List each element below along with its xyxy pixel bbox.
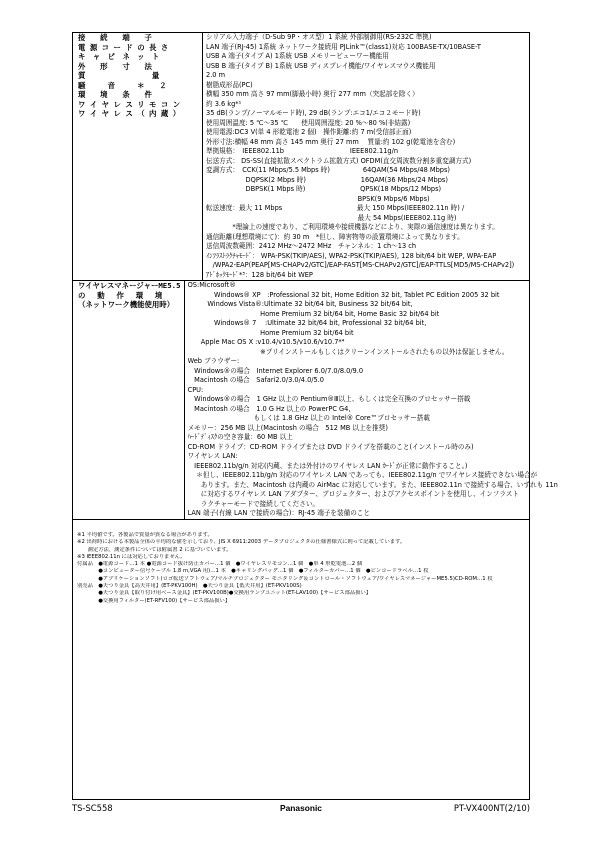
spec-value: IEEE802.11b/g/n 対応(内蔵、または外付けのワイヤレス LAN ｶｰﾄﾞが正常に動作すること。) bbox=[187, 461, 468, 470]
spec-value: Macintosh の場合 1.0 G Hz 以上の PowerPC G4, bbox=[187, 404, 351, 413]
spec-value: 2.0 m bbox=[206, 71, 226, 79]
spec-value: 使用周囲温度: 5 ℃～35 ℃ 使用周囲湿度: 20 %～80 %(非結露) bbox=[206, 118, 411, 127]
note-line: ※1 平均値です。各製品で質量が異なる場合があります。 bbox=[77, 532, 213, 538]
note-line: ●天つり金具【取り付け用ベース金具】(ET-PKV100B)●交換用ランプユニット(ET-LAV100)【サービス部品扱い】 bbox=[77, 590, 372, 597]
spec-value: CD-ROM ドライブ：CD-ROM ドライブまたは DVD ドライブを搭載のこと(インストール時のみ) bbox=[187, 442, 474, 451]
spec-label: 電 源 コ ー ド の 長 さ bbox=[78, 42, 169, 52]
spec-value: 外形寸法:横幅 48 mm 高さ 145 mm 奥行 27 mm 質量:約 102 g(乾電池を含む) bbox=[206, 137, 456, 146]
wireless-spec-line: DQPSK(2 Mbps 時) 16QAM(36 Mbps/24 Mbps) bbox=[206, 175, 448, 184]
note-line: ※2 出荷時における本製品全体の平均的な値を示しており、JIS X 6911:2003 データプロジェクタの仕様書様式に則って記載しています。 bbox=[77, 539, 406, 546]
spec-value: ﾊｰﾄﾞﾃﾞｨｽｸの空き容量：60 MB 以上 bbox=[187, 433, 293, 441]
spec-value: OS:Microsoft® bbox=[187, 281, 236, 289]
wireless-spec-line: BPSK(9 Mbps/6 Mbps) bbox=[206, 194, 430, 203]
spec-labels-wireless-manager bbox=[73, 281, 185, 519]
note-line: ●アプリケーションソフト(ロゴ転送ソフトウェア/マルチプロジェクター モニタリング＆コントロール・ソフトウェア/ワイヤレスマネージャーME5.5)CD-ROM…1 枚 bbox=[77, 575, 493, 582]
spec-values-wireless-manager bbox=[185, 281, 561, 519]
spec-value: 約 3.6 kg*¹ bbox=[206, 99, 242, 108]
doc-code: TS-SC558 bbox=[72, 803, 113, 813]
spec-value: 準拠規格： IEEE802.11b IEEE802.11g/n bbox=[206, 147, 399, 155]
spec-value: Windows® XP :Professional 32 bit, Home Edition 32 bit, Tablet PC Edition 2005 32 bit bbox=[187, 290, 500, 299]
spec-value: に対応するワイヤレス LAN アダプター、プロジェクター、およびアクセスポイントを使用し、インフラスト bbox=[187, 490, 519, 498]
wireless-spec-line: 最大 54 Mbps(IEEE802.11g 時) bbox=[206, 213, 457, 222]
wireless-spec-line: 変調方式： CCK(11 Mbps/5.5 Mbps 時) 64QAM(54 Mbps/48 Mbps) bbox=[206, 166, 450, 174]
spec-value: メモリー：256 MB 以上(Macintosh の場合 512 MB 以上を推奨) bbox=[187, 423, 388, 432]
spec-value: ※プリインストールもしくはクリーンインストールされたもの以外は保証しません。 bbox=[187, 347, 509, 356]
spec-value: Apple Mac OS X :v10.4/v10.5/v10.6/v10.7*⁴ bbox=[187, 338, 345, 346]
spec-value: Windows Vista®:Ultimate 32 bit/64 bit, Business 32 bit/64 bit, bbox=[187, 300, 413, 308]
spec-value: USB A 端子(タイプ A) 1系統 USB メモリービューワー機能用 bbox=[206, 52, 389, 60]
spec-row-wireless-manager bbox=[73, 281, 558, 519]
wireless-spec-line: ｱﾄﾞﾎｯｸﾓｰﾄﾞ*³：128 bit/64 bit WEP bbox=[206, 270, 313, 279]
spec-label: 騒 音 ＊ ２ bbox=[78, 80, 167, 90]
spec-value: 横幅 350 mm 高さ 97 mm(脚最小時) 奥行 277 mm（突起部を除く） bbox=[206, 90, 419, 98]
spec-label: 質 量 bbox=[78, 71, 160, 80]
spec-row-main bbox=[73, 33, 529, 281]
note-line: 別売品 ●天つり金具【高天井用】(ET-PKV100H) ●天つり金具【低天井用】(ET-PKV100S) bbox=[77, 583, 302, 590]
wireless-spec-line: /WPA2-EAP(PEAP[MS-CHAPv2/GTC]/EAP-FAST[MS-CHAPv2/GTC]/EAP-TTLS[MD5/MS-CHAPv2]) bbox=[206, 261, 515, 269]
spec-value: 35 dB(ランプ/ノーマルモード時), 29 dB(ランプ:エコ1/エコ２モード時) bbox=[206, 109, 421, 117]
wireless-spec-line: ｲﾝﾌﾗｽﾄﾗｸﾁｬﾓｰﾄﾞ： WPA-PSK(TKIP/AES), WPA2-PSK(TKIP/AES), 128 bit/64 bit WEP, WPA-EAP bbox=[206, 251, 497, 260]
brand-name: Panasonic bbox=[280, 803, 322, 813]
spec-value: Windows®の場合 Internet Explorer 6.0/7.0/8.0/9.0 bbox=[187, 366, 364, 375]
spec-value: Windows® 7 :Ultimate 32 bit/64 bit, Professional 32 bit/64 bit, bbox=[187, 319, 427, 327]
spec-value: もしくは 1.8 GHz 以上の Intel® Core™プロセッサー搭載 bbox=[187, 414, 430, 422]
wireless-spec-line: *理論上の速度であり、ご利用環境や接続機器などにより、実際の通信速度は異なります。 bbox=[206, 223, 499, 231]
spec-value: あります。また、Macintosh は内蔵の AirMac に対応しています。また、IEEE802.11n で接続する場合、いずれも 11n bbox=[187, 480, 558, 489]
spec-value: Home Premium 32 bit/64 bit, Home Basic 32 bit/64 bit bbox=[187, 309, 440, 318]
spec-value: シリアル入力端子（D-Sub 9P・オス型）1 系統 外部制御用(RS-232C 準拠) bbox=[206, 33, 432, 41]
note-line: 測定方法、測定条件については附属書 2 に基づいています。 bbox=[77, 546, 232, 553]
spec-value: CPU: bbox=[187, 385, 204, 394]
spec-values-main bbox=[203, 33, 529, 280]
wireless-spec-line: 伝送方式： DS-SS(直接拡散スペクトラム拡散方式) OFDM(直交周波数分割多重変調方式) bbox=[206, 156, 472, 165]
wireless-spec-line: 通信距離(理想環境にて)：約 30 m *但し、障害物等の設置環境によって異なります。 bbox=[206, 232, 464, 241]
spec-value: ＊但し、IEEE802.11b/g/n 対応のワイヤレス LAN であっても、IEEE802.11g/n でワイヤレス接続できない場合が bbox=[187, 471, 538, 479]
spec-value: Web ブラウザー: bbox=[187, 357, 240, 365]
spec-value: 使用電源:DC3 V(単 4 形乾電池 2 個) 操作距離:約 7 m(受信部正面) bbox=[206, 128, 412, 136]
note-line: ※3 IEEE802.11n には対応しておりません。 bbox=[77, 553, 186, 560]
spec-value: LAN 端子(有線 LAN で接続の場合)：RJ-45 端子を装備のこと bbox=[187, 509, 370, 517]
spec-table bbox=[73, 33, 558, 520]
note-line: ●コンピューター信号ケーブル 1.8 m,VGA 用)…1 本 ●キャリングバッグ…1 個 ●フィルターカバー…1 個 ●ビンコードラベル…1 枚 bbox=[77, 568, 429, 575]
spec-label: 外 形 寸 法 bbox=[78, 61, 152, 71]
spec-label: の 動 作 環 境 bbox=[78, 290, 163, 300]
spec-value: Windows®の場合 1 GHz 以上の Pentium®Ⅲ以上、もしくは完全互換のプロセッサー搭載 bbox=[187, 395, 471, 403]
model-page: PT-VX400NT(2/10) bbox=[453, 803, 530, 813]
footnotes bbox=[77, 532, 527, 605]
wireless-spec-line: DBPSK(1 Mbps 時) QPSK(18 Mbps/12 Mbps) bbox=[206, 185, 442, 193]
spec-label: キ ャ ビ ネ ッ ト bbox=[78, 52, 160, 61]
spec-label: ワイヤレスマネージャーME5.5 bbox=[78, 281, 181, 290]
wireless-spec-line: 送信周波数範囲：2412 MHz～2472 MHz チャンネル：1 ch～13 ch bbox=[206, 242, 417, 250]
spec-labels-main bbox=[73, 33, 203, 280]
note-line: ●交換用フィルター(ET-RFV100)【サービス部品扱い】 bbox=[77, 597, 231, 604]
spec-value: Macintosh の場合 Safari2.0/3.0/4.0/5.0 bbox=[187, 376, 324, 384]
spec-value: LAN 端子(RJ-45) 1系統 ネットワーク接続用 PJLink™(class1)対応 100BASE-TX/10BASE-T bbox=[206, 42, 481, 51]
spec-value: 樹脂成形品(PC) bbox=[206, 80, 253, 89]
spec-label: ワ イ ヤ レ ス リ モ コ ン bbox=[78, 99, 181, 109]
spec-value: USB B 端子(タイプ B) 1系統 USB ディスプレイ機能/ワイヤレスマウス機能用 bbox=[206, 61, 436, 70]
page-footer bbox=[72, 803, 530, 815]
spec-label: （ネットワーク機能使用時） bbox=[78, 300, 175, 309]
spec-frame bbox=[72, 32, 558, 800]
note-line: 付属品 ●電源コード…1 本 ●電源コード抜け防止カバー…1 個 ●ワイヤレスリモコン…1 個 ●単 4 形乾電池…2 個 bbox=[77, 561, 363, 568]
spec-label: 接 続 端 子 bbox=[78, 33, 152, 42]
spec-value: Home Premium 32 bit/64 bit bbox=[187, 328, 354, 337]
spec-value: ラクチャーモードで接続してください。 bbox=[187, 499, 320, 508]
spec-label: ワ イ ヤ レ ス （ 内 蔵 ） bbox=[78, 109, 181, 118]
wireless-spec-line: 転送速度：最大 11 Mbps 最大 150 Mbps(IEEE802.11n 時) / bbox=[206, 204, 465, 212]
spec-label: 環 境 条 件 bbox=[78, 90, 152, 99]
spec-value: ワイヤレス LAN: bbox=[187, 452, 238, 460]
